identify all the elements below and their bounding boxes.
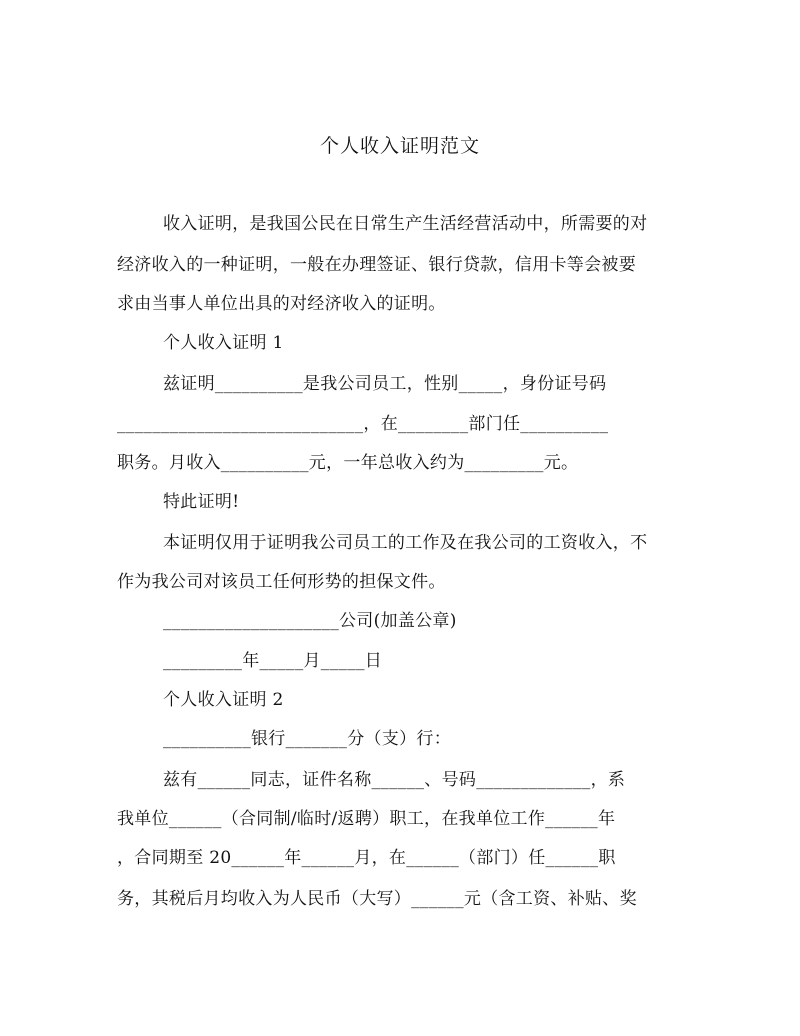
paragraph-line: 本证明仅用于证明我公司员工的工作及在我公司的工资收入，不 <box>163 533 648 553</box>
form-line: 务，其税后月均收入为人民币（大写）______元（含工资、补贴、奖 <box>117 889 637 909</box>
paragraph-line: 经济收入的一种证明，一般在办理签证、银行贷款，信用卡等会被要 <box>117 255 636 275</box>
form-line: ____________________________，在________部门任__________ <box>117 414 609 434</box>
paragraph-line: 作为我公司对该员工任何形势的担保文件。 <box>117 572 446 592</box>
form-line: 兹有______同志，证件名称______、号码_____________，系 <box>163 770 626 790</box>
form-line: 兹证明__________是我公司员工，性别_____，身份证号码 <box>163 374 607 394</box>
paragraph-line: 求由当事人单位出具的对经济收入的证明。 <box>117 294 446 314</box>
form-line: ____________________公司(加盖公章) <box>163 611 457 631</box>
form-line: _________年_____月_____日 <box>163 651 383 671</box>
section-heading: 个人收入证明 2 <box>163 690 284 710</box>
paragraph-line: 特此证明! <box>163 492 240 512</box>
paragraph-line: 收入证明，是我国公民在日常生产生活经营活动中，所需要的对 <box>163 214 648 234</box>
form-line: 我单位______（合同制/临时/返聘）职工，在我单位工作______年 <box>117 809 616 829</box>
form-line: ，合同期至 20______年______月，在______（部门）任______职 <box>117 848 616 868</box>
form-line: 职务。月收入__________元，一年总收入约为_________元。 <box>117 453 579 473</box>
section-heading: 个人收入证明 1 <box>163 333 284 353</box>
document-title: 个人收入证明范文 <box>319 135 480 157</box>
form-line: __________银行_______分（支）行： <box>163 729 451 749</box>
